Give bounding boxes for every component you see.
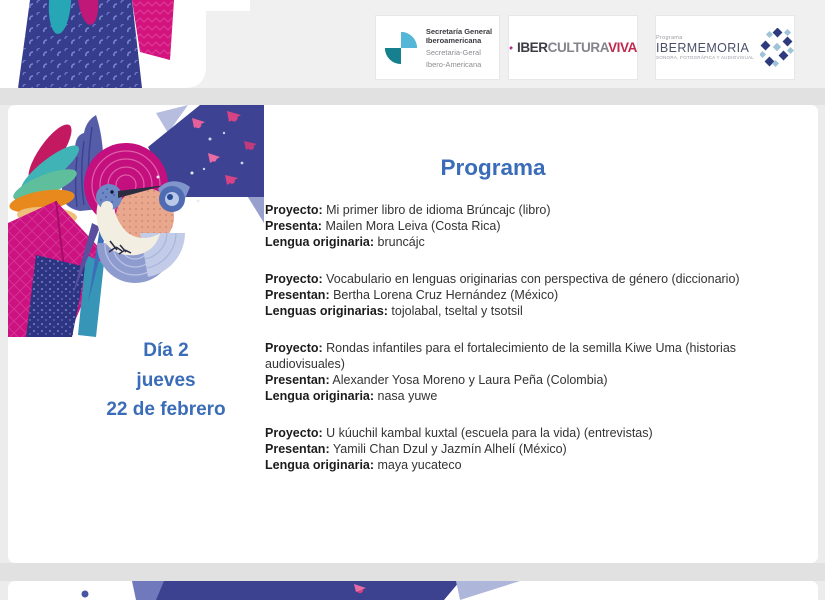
segib-pinwheel-icon <box>383 30 419 66</box>
entry-line: Presentan: Alexander Yosa Moreno y Laura Peña (Colombia) <box>265 373 608 387</box>
page-gap-band <box>0 563 825 581</box>
next-page-fragment <box>8 581 818 600</box>
segib-name-line2: Iberoamericana <box>425 35 482 45</box>
previous-page-illustration-fragment <box>0 0 260 88</box>
entry-line: Lengua originaria: maya yucateco <box>265 458 462 472</box>
logo-segib <box>375 15 500 80</box>
ibercultura-diamond-icon <box>509 38 513 58</box>
entry-line: Presentan: Yamili Chan Dzul y Jazmín Alhelí (México) <box>265 442 567 456</box>
ibermemoria-subtitle: SONORA, FOTOGRÁFICA Y AUDIOVISUAL <box>656 55 754 60</box>
entry-line: Lenguas originarias: tojolabal, tseltal y tsotsil <box>265 304 523 318</box>
logo-ibercultura-viva <box>508 15 638 80</box>
entry-line: Presentan: Bertha Lorena Cruz Hernández (México) <box>265 288 559 302</box>
previous-page-footer <box>0 0 825 88</box>
segib-name-line1: Secretaría General <box>425 26 493 36</box>
entry-line: Proyecto: Mi primer libro de idioma Brúncajc (libro) <box>265 203 551 217</box>
day-weekday: jueves <box>136 369 196 391</box>
ibermemoria-title: IBERMEMORIA <box>656 41 750 55</box>
ibermemoria-pinwheel-icon <box>760 28 794 68</box>
day-number: Día 2 <box>143 340 189 361</box>
hummingbird-illustration <box>8 105 264 337</box>
program-entries <box>265 202 803 494</box>
program-entry <box>265 202 803 250</box>
logo-ibermemoria <box>655 15 795 80</box>
next-page-illustration-fragment <box>8 581 818 600</box>
day-heading <box>60 336 272 425</box>
ibercultura-text-iber: IBER <box>516 40 548 55</box>
entry-line: Proyecto: Vocabulario en lenguas originarias con perspectiva de género (diccionario) <box>265 272 740 286</box>
program-title: Programa <box>440 155 546 180</box>
program-entry <box>265 271 803 319</box>
program-card <box>8 105 818 563</box>
ibercultura-text-cultura: CULTURA <box>547 40 609 55</box>
ibermemoria-overline: Programa <box>656 35 683 41</box>
program-entry <box>265 425 803 473</box>
segib-name-line4: Ibero-Americana <box>425 59 482 69</box>
day-date: 22 de febrero <box>106 399 226 420</box>
page-gap-band <box>0 88 825 105</box>
program-entry <box>265 340 803 404</box>
entry-line: Lengua originaria: bruncájc <box>265 235 425 249</box>
ibercultura-text-viva: VIVA <box>608 40 637 55</box>
entry-line: Proyecto: U kúuchil kambal kuxtal (escuela para la vida) (entrevistas) <box>265 426 653 440</box>
entry-line: Proyecto: Rondas infantiles para el fortalecimiento de la semilla Kiwe Uma (historias audiovisuales) <box>265 341 737 371</box>
entry-line: Lengua originaria: nasa yuwe <box>265 389 438 403</box>
segib-name-line3: Secretaria-Geral <box>425 47 481 57</box>
entry-line: Presenta: Mailen Mora Leiva (Costa Rica) <box>265 219 501 233</box>
